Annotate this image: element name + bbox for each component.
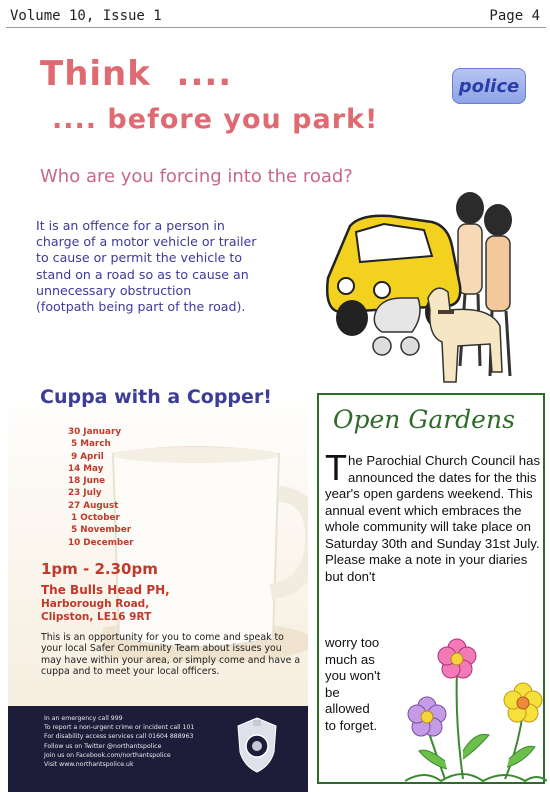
cuppa-poster (8, 380, 308, 792)
contact-line: To report a non-urgent crime or incident call 101 (44, 724, 195, 732)
date-item: 14 May (68, 463, 104, 474)
date-item: 9 April (68, 451, 104, 462)
contact-list (44, 714, 194, 769)
parked-car-illustration (320, 186, 530, 386)
parking-title-line2: .... before you park! (52, 104, 379, 135)
open-gardens-box (317, 393, 545, 784)
contact-line: Visit www.northantspolice.uk (44, 761, 134, 769)
tail-line: much as (325, 651, 375, 667)
date-item: 18 June (68, 476, 106, 487)
date-item: 30 January (68, 427, 122, 437)
date-item: 27 August (68, 500, 119, 511)
parking-offence-text (36, 218, 306, 315)
cuppa-title: Cuppa with a Copper! (40, 386, 272, 408)
offence-line: (footpath being part of the road). (36, 299, 246, 315)
open-gardens-text: he Parochial Church Council has announced the dates for the this year's open gardens weekend. This annual event which embraces the whole community will take place on Saturday 30th and Sunday 31st July. Please make a note in your diaries but don't (325, 453, 541, 584)
tail-line: you won't (325, 668, 381, 683)
police-logo (452, 68, 526, 104)
contact-line: In an emergency call 999 (44, 715, 123, 722)
parking-title-line1: Think .... (40, 54, 233, 94)
page-header (6, 4, 546, 28)
date-item: 5 November (68, 525, 132, 536)
offence-line: to cause or permit the vehicle to (36, 250, 243, 266)
drop-cap: T (325, 447, 347, 488)
police-crest-icon (234, 716, 280, 774)
contact-bar (8, 706, 308, 792)
open-gardens-title: Open Gardens (333, 405, 515, 434)
date-list (68, 426, 134, 549)
tail-line: allowed (325, 701, 370, 716)
tail-line: to forget. (325, 717, 378, 733)
date-item: 1 October (68, 513, 120, 524)
tail-line: be (325, 684, 340, 700)
parking-subtitle: Who are you forcing into the road? (40, 166, 353, 187)
contact-line: Follow us on Twitter @northantspolice (44, 742, 162, 750)
cuppa-blurb: This is an opportunity for you to come and speak to your local Safer Community Team about issues you may have within your area, or simply come and have a cuppa and to meet your local officers. (41, 632, 301, 677)
police-logo-text: police (458, 75, 520, 97)
offence-line: It is an offence for a person in (36, 218, 225, 233)
offence-line: stand on a road so as to cause an (36, 266, 249, 282)
date-item: 5 March (68, 439, 111, 450)
contact-line: For disability access services call 01604 888963 (44, 733, 194, 741)
venue-line: Harborough Road, (41, 597, 150, 610)
event-time: 1pm - 2.30pm (41, 560, 158, 578)
offence-line: unnecessary obstruction (36, 282, 192, 298)
venue-line: Clipston, LE16 9RT (41, 611, 152, 623)
offence-line: charge of a motor vehicle or trailer (36, 234, 257, 250)
tail-line: worry too (325, 635, 380, 650)
contact-line: Join us on Facebook.com/northantspolice (44, 751, 171, 759)
date-item: 23 July (68, 488, 102, 499)
flowers-illustration (405, 631, 547, 783)
venue-address (41, 584, 170, 625)
venue-line: The Bulls Head PH, (41, 583, 170, 597)
date-item: 10 December (68, 537, 134, 548)
open-gardens-body (325, 447, 543, 585)
volume-issue: Volume 10, Issue 1 (10, 7, 162, 24)
mug-illustration (103, 442, 308, 662)
page-number: Page 4 (489, 7, 540, 24)
